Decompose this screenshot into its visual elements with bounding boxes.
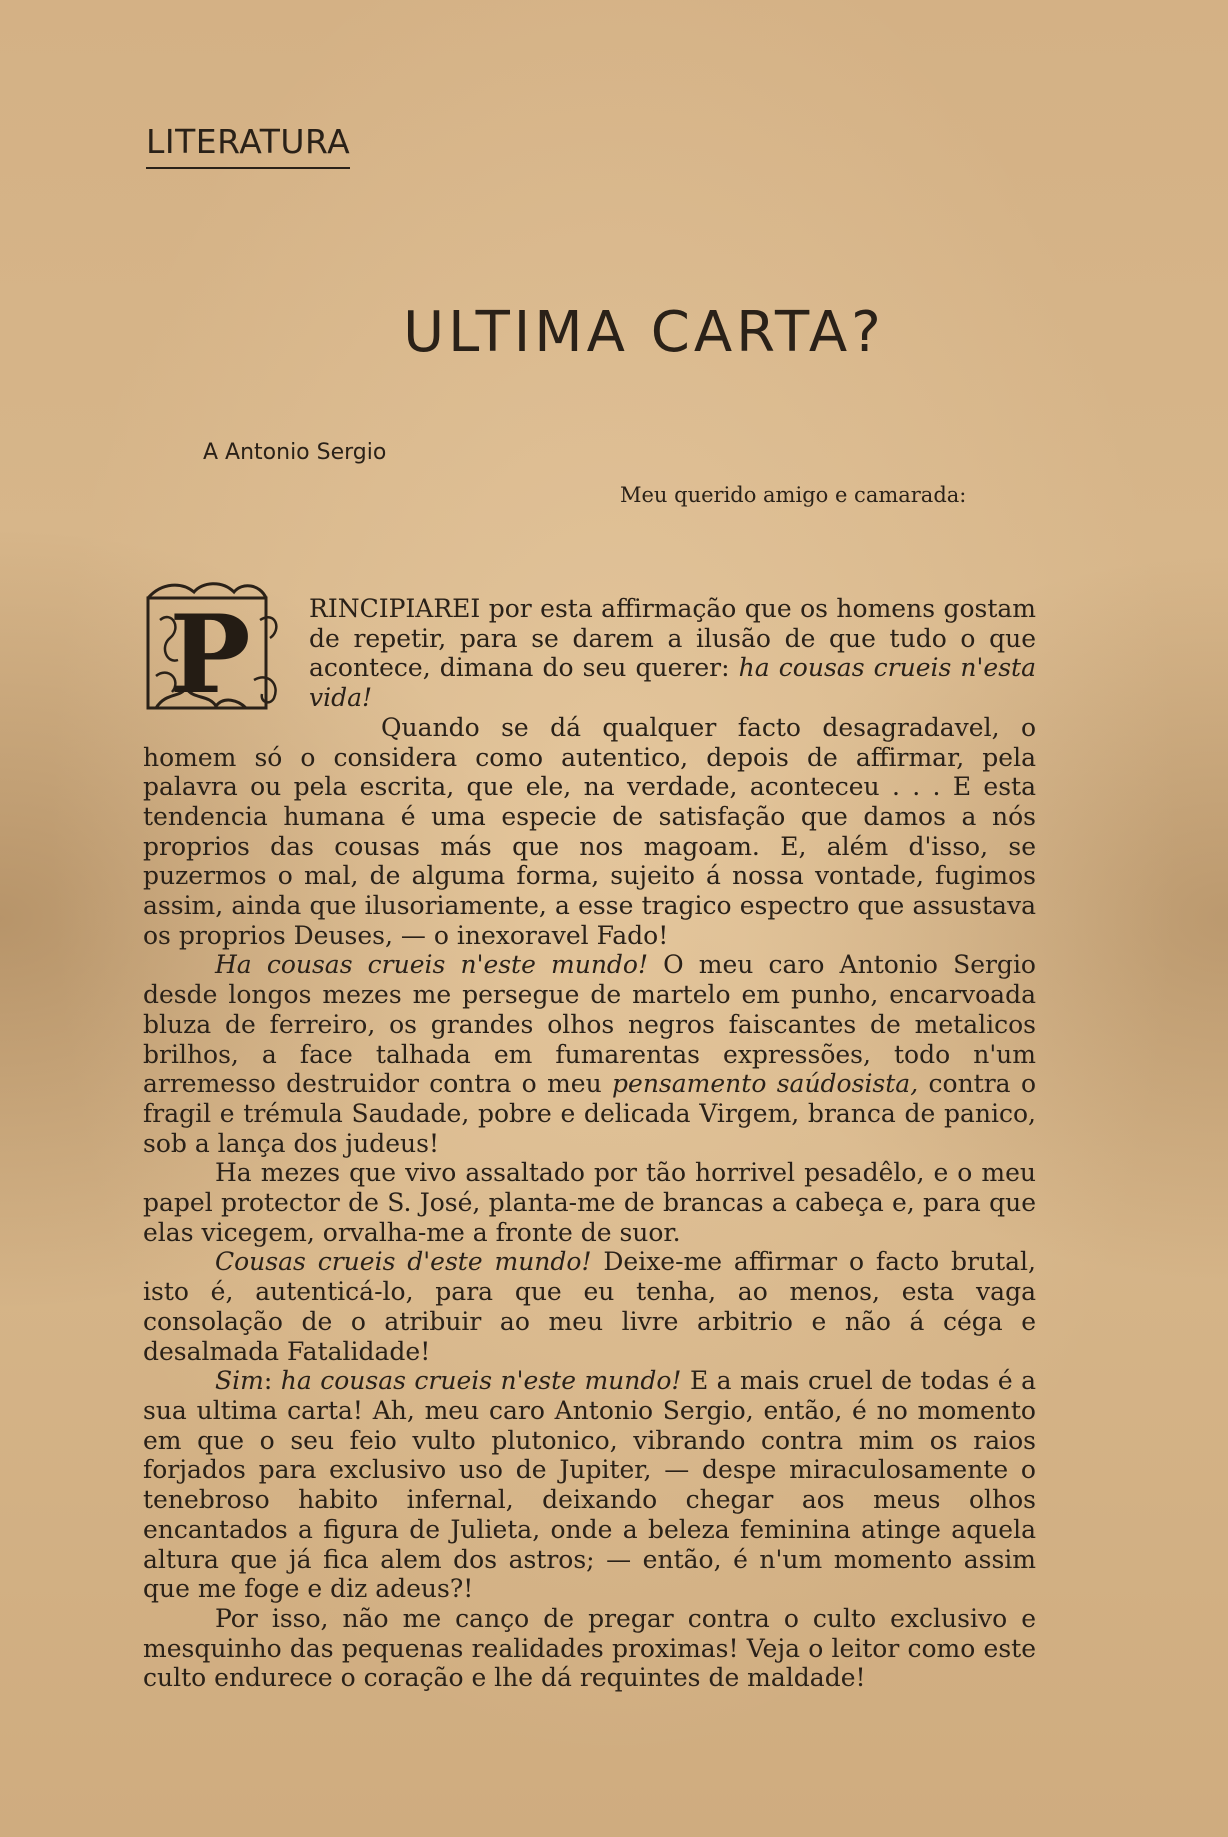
section-heading: LITERATURA: [146, 122, 350, 169]
paragraph: RINCIPIAREI por esta affirmação que os homens gostam de repetir, para se darem a ilusão de que tudo o que acontece, dimana do seu querer: ha cousas crueis n'esta vida!: [309, 594, 1036, 713]
dedication: A Antonio Sergio: [203, 440, 387, 465]
lead-in: RINCIPIAREI: [309, 594, 481, 623]
paragraph: Por isso, não me canço de pregar contra o culto exclusivo e mesquinho das pequenas realidades proximas! Veja o leitor como este culto endurece o coração e lhe dá requintes de maldade!: [143, 1603, 1036, 1693]
paragraph: Sim: ha cousas crueis n'este mundo! E a mais cruel de todas é a sua ultima carta! Ah, meu caro Antonio Sergio, então, é no momento em que o seu feio vulto plutonico, vibrando contra mim os raios forjados para exclusivo uso de Jupiter, — despe miraculosamente o tenebroso habito infernal, deixando chegar aos meus olhos encantados a figura de Julieta, onde a beleza feminina atinge aquela altura que já fica alem dos astros; — então, é n'um momento assim que me foge e diz adeus?!: [143, 1366, 1037, 1604]
drop-cap-letter: P: [169, 592, 251, 714]
paragraph: Quando se dá qualquer facto desagradavel, o homem só o considera como autentico, depois de affirmar, pela palavra ou pela escrita, que ele, na verdade, aconteceu . . . E esta tendencia humana é uma especie de satisfação que damos a nós proprios das cousas más que nos magoam. E, além d'isso, se puzermos o mal, de alguma forma, sujeito á nossa vontade, fugimos assim, ainda que ilusoriamente, a esse tragico espectro que assustava os proprios Deuses, — o inexoravel Fado!: [143, 712, 1036, 950]
paragraph: Cousas crueis d'este mundo! Deixe-me affirmar o facto brutal, isto é, autenticá-lo, para que eu tenha, ao menos, esta vaga consolação de o atribuir ao meu livre arbitrio e não á céga e desalmada Fatalidade!: [143, 1247, 1036, 1366]
salutation: Meu querido amigo e camarada:: [620, 483, 967, 507]
paragraph: Ha cousas crueis n'este mundo! O meu caro Antonio Sergio desde longos mezes me persegue de martelo em punho, encarvoada bluza de ferreiro, os grandes olhos negros faiscantes de metalicos brilhos, a face talhada em fumarentas expressões, todo n'um arremesso destruidor contra o meu pensamento saúdosista, contra o fragil e trémula Saudade, pobre e delicada Virgem, branca de panico, sob a lança dos judeus!: [143, 950, 1036, 1158]
paragraph: Ha mezes que vivo assaltado por tão horrivel pesadêlo, e o meu papel protector de S. José, planta-me de brancas a cabeça e, para que elas vicegem, orvalha-me a fronte de suor.: [143, 1158, 1036, 1247]
article-body: [143, 594, 1036, 1693]
article-title: ULTIMA CARTA?: [403, 300, 885, 365]
